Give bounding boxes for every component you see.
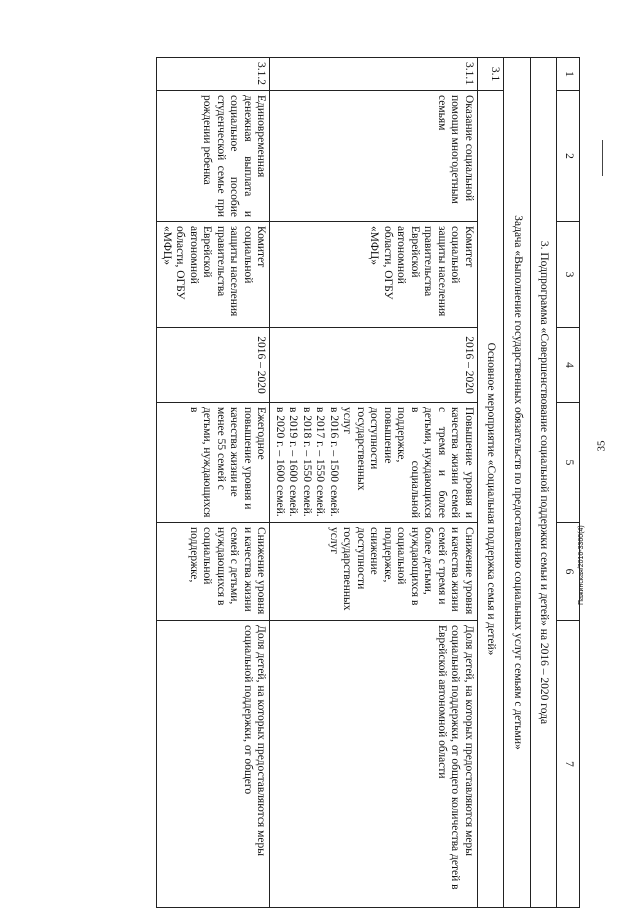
row-consequence: Снижение уровня и качества жизни семей с детьми, нуждающихся в социальной поддержке, [157, 523, 270, 621]
row-name: Единовременная денежная выплата и социальное пособие студенческой семье при рождении ребенка [157, 91, 270, 222]
rotated-document [60, 57, 580, 907]
row-number: 3.1.1 [270, 58, 478, 91]
header-cell: 2 [557, 91, 580, 222]
header-cell: 6 [557, 523, 580, 621]
result-year: в 2018 г. – 1550 семей. [301, 407, 313, 517]
header-row [557, 58, 580, 908]
footer-code: Пажинская/2016-3360(4) [578, 525, 585, 605]
header-cell: 4 [557, 328, 580, 403]
program-table [157, 57, 581, 908]
result-year: в 2017 г. – 1550 семей. [314, 407, 327, 517]
task-row [504, 58, 531, 908]
row-result: Ежегодное повышение уровня и качества жизни не менее 55 семей с детьми, нуждающихся в [157, 403, 270, 523]
subprogram-title: 3. Подпрограмма «Совершенствование социальной поддержки семьи и детей» на 2016 – 2020 года [531, 58, 558, 908]
result-year: в 2019 г. – 1600 семей. [287, 407, 300, 517]
subprogram-row [531, 58, 558, 908]
header-cell: 1 [557, 58, 580, 91]
result-year: в 2016 г. – 1500 семей. [328, 407, 340, 517]
row-indicator: Доля детей, на которых предоставляются меры социальной поддержки, от общего [157, 621, 270, 908]
header-cell: 3 [557, 222, 580, 328]
task-title: Задача «Выполнение государственных обязательств по предоставлению социальных услуг семьям с детьми» [504, 58, 531, 908]
row-period: 2016 – 2020 [157, 328, 270, 403]
margin-line [602, 140, 603, 176]
result-year: в 2020 г. – 1600 семей. [274, 407, 286, 517]
main-event-row [478, 58, 505, 908]
row-consequence: Снижение уровня и качества жизни семей с тремя и более детьми, нуждающихся в социальной поддержке, снижение доступности государственных услуг [270, 523, 478, 621]
row-executor: Комитет социальной защиты населения правительства Еврейской автономной области, ОГБУ «МФЦ» [270, 222, 478, 328]
row-number: 3.1.2 [157, 58, 270, 91]
row-name: Оказание социальной помощи многодетным семьям [270, 91, 478, 222]
row-indicator: Доля детей, на которых предоставляются меры социальной поддержки, от общего количества детей в Еврейской автономной области [270, 621, 478, 908]
page-number: 35 [595, 440, 608, 452]
row-period: 2016 – 2020 [270, 328, 478, 403]
header-cell: 5 [557, 403, 580, 523]
row-executor: Комитет социальной защиты населения правительства Еврейской автономной области, ОГБУ «МФЦ» [157, 222, 270, 328]
main-event-title: Основное мероприятие «Социальная поддержка семья и детей» [478, 91, 505, 908]
result-intro: Повышение уровня и качества жизни семей с тремя и более детьми, нуждающихся в социальной поддержке, повышение доступности государственных услуг [341, 407, 475, 518]
table-row [157, 58, 270, 908]
row-result [270, 403, 478, 523]
header-cell: 7 [557, 621, 580, 908]
main-event-number: 3.1 [478, 58, 505, 91]
table-row [270, 58, 478, 908]
